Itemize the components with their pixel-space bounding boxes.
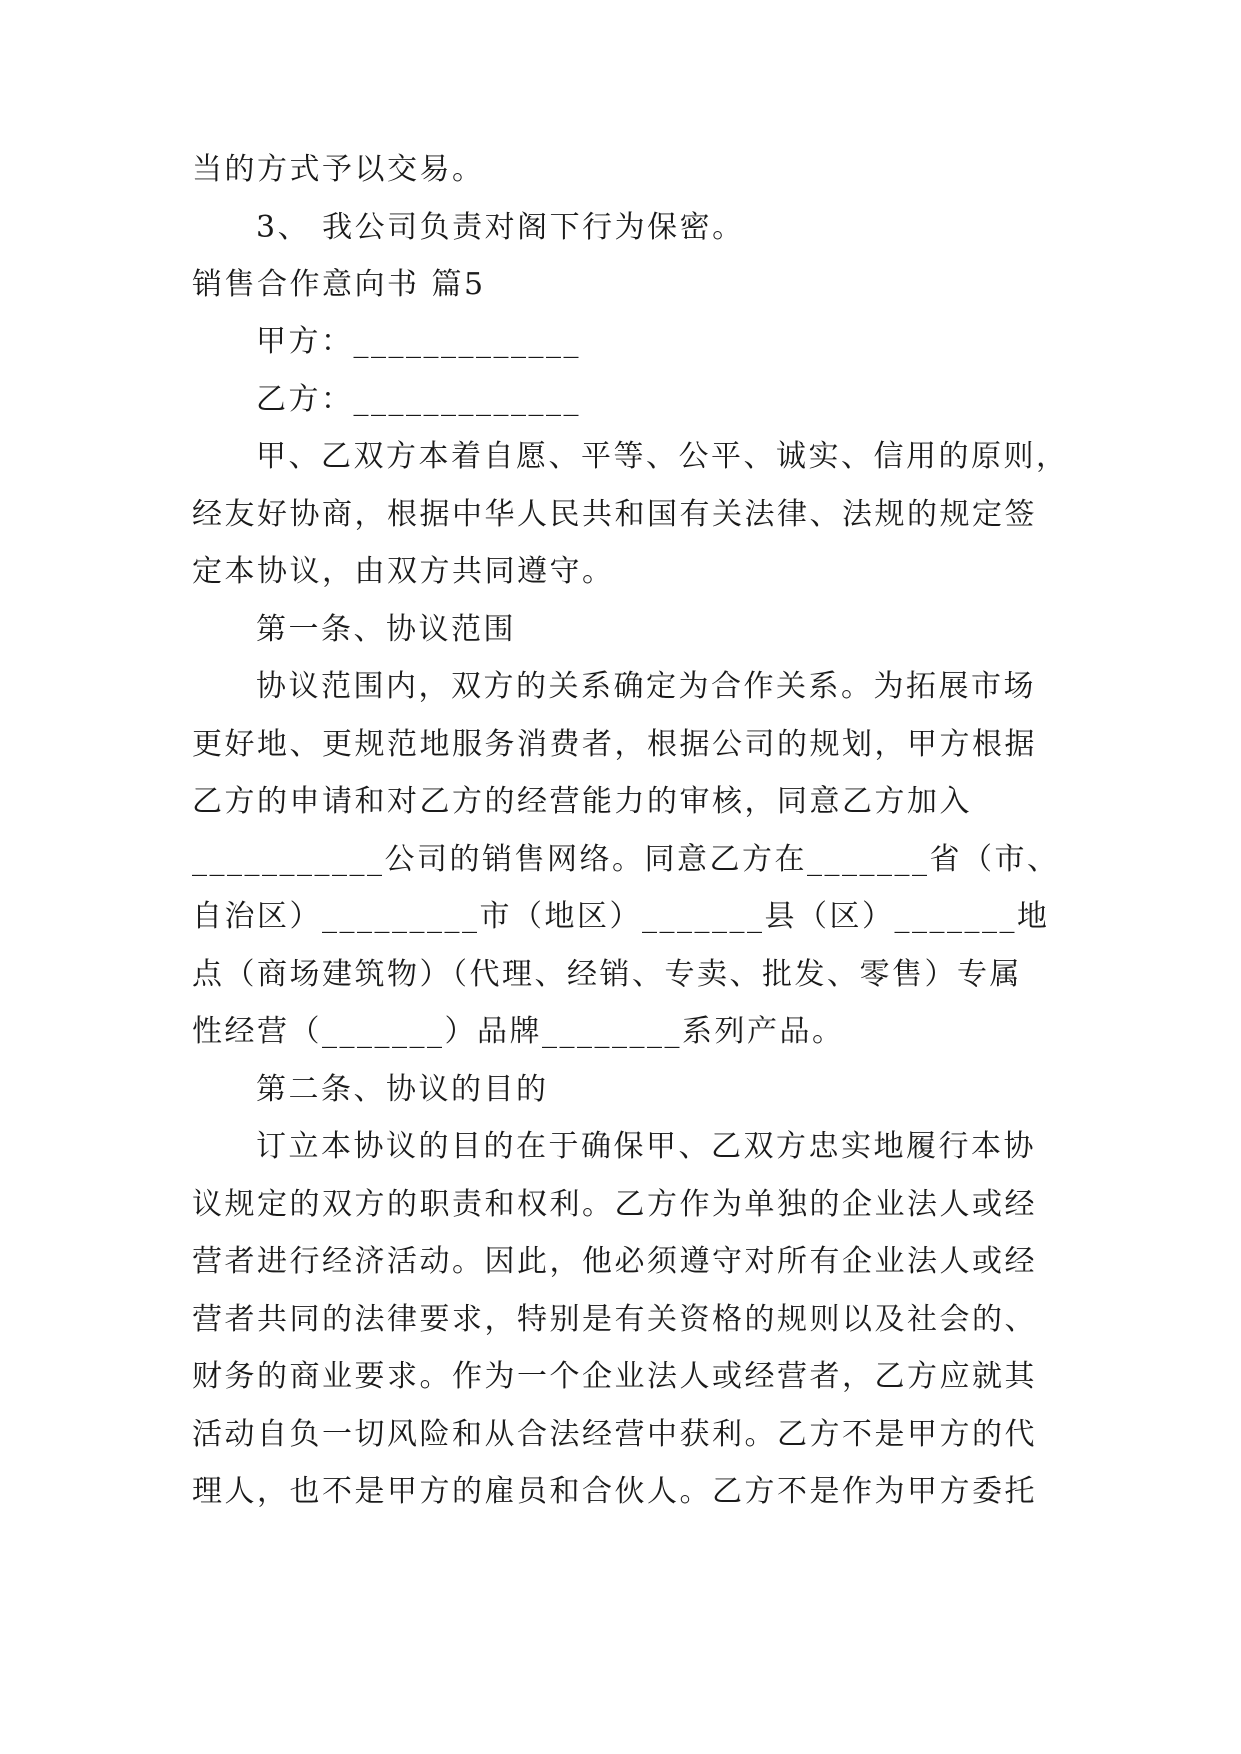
paragraph-line: 活动自负一切风险和从合法经营中获利。乙方不是甲方的代: [192, 1417, 1037, 1452]
paragraph-line: 乙方的申请和对乙方的经营能力的审核，同意乙方加入: [192, 784, 972, 819]
paragraph-line: 财务的商业要求。作为一个企业法人或经营者，乙方应就其: [192, 1359, 1037, 1394]
paragraph-line: 更好地、更规范地服务消费者，根据公司的规划，甲方根据: [192, 727, 1037, 762]
paragraph-line: 经友好协商，根据中华人民共和国有关法律、法规的规定签: [192, 497, 1037, 532]
paragraph-line: 协议范围内，双方的关系确定为合作关系。为拓展市场: [256, 669, 1036, 704]
paragraph-line: 点（商场建筑物）（代理、经销、专卖、批发、零售）专属: [192, 957, 1022, 992]
paragraph-line: 甲、乙双方本着自愿、平等、公平、诚实、信用的原则，: [256, 439, 1069, 474]
paragraph-line: 定本协议，由双方共同遵守。: [192, 554, 615, 589]
paragraph-line: 理人，也不是甲方的雇员和合伙人。乙方不是作为甲方委托: [192, 1474, 1037, 1509]
paragraph-line: ___________公司的销售网络。同意乙方在_______省（市、: [192, 842, 1060, 877]
paragraph-line: 订立本协议的目的在于确保甲、乙双方忠实地履行本协: [256, 1129, 1036, 1164]
paragraph-line: 自治区）_________市（地区）_______县（区）_______地: [192, 899, 1050, 934]
paragraph-line: 议规定的双方的职责和权利。乙方作为单独的企业法人或经: [192, 1187, 1037, 1222]
party-b-field: 乙方：_____________: [256, 382, 581, 417]
section-heading: 销售合作意向书 篇5: [192, 267, 486, 302]
paragraph-line: 营者共同的法律要求，特别是有关资格的规则以及社会的、: [192, 1302, 1037, 1337]
party-a-field: 甲方：_____________: [256, 324, 581, 359]
paragraph-line: 营者进行经济活动。因此，他必须遵守对所有企业法人或经: [192, 1244, 1037, 1279]
paragraph-line: 3、 我公司负责对阁下行为保密。: [256, 210, 745, 245]
article-heading: 第一条、协议范围: [256, 612, 516, 647]
paragraph-line: 当的方式予以交易。: [192, 152, 485, 187]
article-heading: 第二条、协议的目的: [256, 1072, 549, 1107]
paragraph-line: 性经营（_______）品牌________系列产品。: [192, 1014, 845, 1049]
